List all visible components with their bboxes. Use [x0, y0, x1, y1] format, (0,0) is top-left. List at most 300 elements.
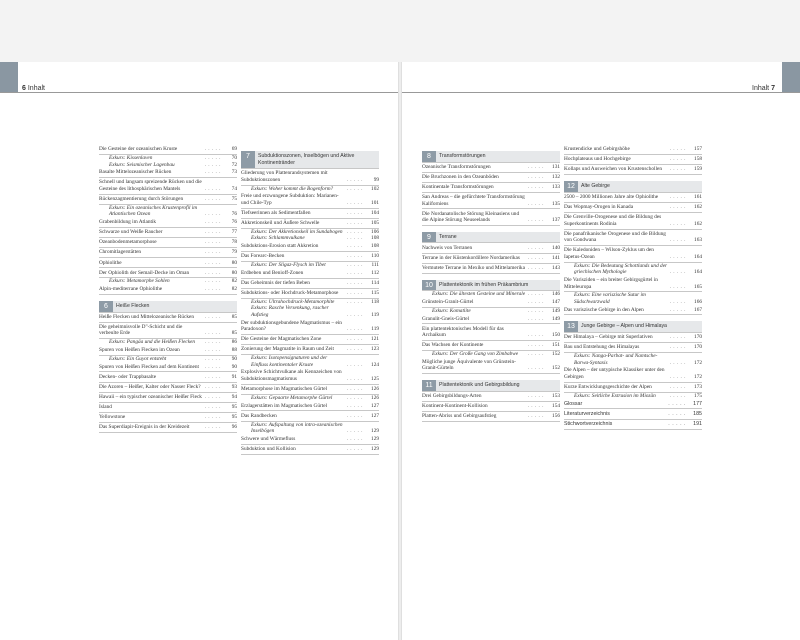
leader-dots: . . . . . [204, 363, 221, 370]
toc-entry[interactable] [422, 298, 560, 308]
toc-entry[interactable] [422, 193, 560, 210]
entry-title: Kontinentale Transformstörungen [422, 183, 494, 190]
entry-title: Platten-Abriss und Gebirgsaufstieg [422, 413, 497, 420]
leader-dots: . . . . . [346, 220, 363, 227]
toc-entry[interactable] [241, 269, 379, 279]
entry-page-number: 110 [371, 253, 379, 260]
leader-dots: . . . . . [669, 283, 686, 290]
toc-entry[interactable] [422, 183, 560, 193]
entry-page-number: 73 [231, 169, 237, 176]
toc-entry[interactable] [422, 402, 560, 412]
entry-page-number: 133 [552, 183, 560, 190]
toc-column-4 [564, 145, 702, 430]
leader-dots: . . . . . [346, 346, 363, 353]
toc-subentry[interactable] [241, 422, 379, 435]
entry-page-number: 105 [371, 220, 379, 227]
entry-page-number: 147 [552, 299, 560, 306]
toc-entry[interactable] [99, 195, 237, 205]
toc-subentry[interactable] [564, 263, 702, 276]
leader-dots: . . . . . [669, 298, 686, 305]
chapter-number: 13 [564, 321, 578, 332]
entry-title: Subduktions- oder Hochdruck-Metamorphose [241, 290, 339, 297]
leader-dots: . . . . . [669, 146, 686, 153]
toc-entry[interactable] [422, 163, 560, 173]
entry-page-number: 82 [231, 278, 237, 285]
chapter-number: 6 [99, 301, 113, 312]
entry-page-number: 80 [231, 259, 237, 266]
toc-entry[interactable] [564, 276, 702, 293]
entry-page-number: 149 [552, 307, 560, 314]
entry-title: Das Randbecken [241, 412, 277, 419]
chapter-number: 7 [241, 151, 255, 168]
toc-subentry[interactable] [99, 162, 237, 169]
toc-subentry[interactable] [99, 356, 237, 363]
entry-page-number: 146 [552, 291, 560, 298]
toc-subentry[interactable] [564, 393, 702, 400]
leader-dots: . . . . . [669, 156, 686, 163]
entry-title: Bau und Entstehung des Himalayas [564, 344, 640, 351]
leader-dots: . . . . . [204, 330, 221, 337]
toc-entry[interactable] [99, 403, 237, 413]
toc-entry[interactable] [564, 333, 702, 343]
leader-dots: . . . . . [204, 249, 221, 256]
entry-title: Krustendicke und Gebirgshöhe [564, 146, 630, 153]
left-header [22, 85, 45, 92]
right-running-title: Inhalt [752, 85, 770, 92]
toc-entry[interactable] [241, 335, 379, 345]
entry-page-number: 167 [694, 306, 702, 313]
toc-entry[interactable] [99, 346, 237, 356]
leader-dots: . . . . . [669, 204, 686, 211]
leader-dots: . . . . . [346, 412, 363, 419]
toc-column-1 [99, 145, 237, 433]
leader-dots: . . . . . [346, 235, 363, 242]
entry-title: Exkurs: Der Große Gang von Zimbabwe [432, 351, 519, 358]
entry-page-number: 135 [552, 200, 560, 207]
leader-dots: . . . . . [204, 161, 221, 168]
leader-dots: . . . . . [204, 339, 221, 346]
entry-title: Exkurs: Der Akkretionskeil im Sundabogen [251, 228, 343, 235]
chapter-heading[interactable] [422, 151, 560, 163]
leader-dots: . . . . . [204, 414, 221, 421]
toc-entry[interactable] [422, 173, 560, 183]
toc-entry[interactable] [99, 248, 237, 258]
leader-dots: . . . . . [204, 146, 221, 153]
entry-title: Die Kaledoniden – Wilson-Zyklus um den Iapetus-Ozean [564, 247, 654, 260]
leader-dots: . . . . . [204, 211, 221, 218]
entry-page-number: 79 [231, 249, 237, 256]
entry-page-number: 162 [694, 220, 702, 227]
toc-entry[interactable] [99, 393, 237, 403]
leader-dots: . . . . . [346, 199, 363, 206]
entry-title: Exkurs: Der Sligaz-Flysch im Tibet [251, 262, 326, 269]
toc-entry[interactable] [564, 193, 702, 203]
leader-dots: . . . . . [669, 253, 686, 260]
entry-title: Granulit-Gneis-Gürtel [422, 315, 470, 322]
entry-title: Exkurs: Seitliche Extrusion im Miozän [574, 392, 656, 399]
toc-subentry[interactable] [422, 308, 560, 315]
entry-page-number: 172 [694, 359, 702, 366]
entry-title: Kollaps und Ausweichen von Krustenschollen [564, 166, 662, 173]
toc-subentry[interactable] [564, 353, 702, 366]
leader-dots: . . . . . [204, 313, 221, 320]
toc-entry[interactable] [241, 209, 379, 219]
toc-entry[interactable] [422, 209, 560, 226]
entry-title: Exkurs: Gepaarte Metamorphe Gürtel [251, 394, 333, 401]
entry-title: Die Grenville-Orogenese und die Bildung des Superkontinents Rodinia [564, 214, 662, 227]
toc-entry[interactable] [564, 145, 702, 155]
entry-title: Schnell und langsam spreizende Rücken und die Gesteine des lithosphärischen Mantels [99, 179, 202, 192]
entry-title: Die geheimnisvolle D"-Schicht und die verbeulte Erde [99, 323, 183, 337]
entry-page-number: 165 [694, 283, 702, 290]
toc-entry[interactable] [99, 178, 237, 195]
leader-dots: . . . . . [346, 394, 363, 401]
toc-entry[interactable] [422, 314, 560, 324]
entry-title: Das Wachsen der Kontinente [422, 342, 484, 349]
toc-entry[interactable] [241, 445, 379, 455]
toc-subentry[interactable] [241, 186, 379, 193]
leader-dots: . . . . . [527, 183, 544, 190]
entry-page-number: 91 [231, 373, 237, 380]
toc-subentry[interactable] [99, 339, 237, 346]
chapter-title: Plattentektonik und Gebirgsbildung [439, 382, 520, 389]
toc-entry[interactable] [241, 385, 379, 395]
chapter-heading[interactable] [564, 181, 702, 193]
entry-page-number: 75 [231, 196, 237, 203]
toc-subentry[interactable] [241, 355, 379, 368]
entry-page-number: 121 [371, 336, 379, 343]
toc-subentry[interactable] [422, 291, 560, 298]
entry-title: Grünstein-Granit-Gürtel [422, 299, 474, 306]
entry-title: Kontinent-Kontinent-Kollision [422, 403, 488, 410]
toc-entry[interactable] [564, 343, 702, 353]
chapter-title: Subduktionszonen, Inselbögen und Aktive Kontinentränder [258, 153, 355, 166]
entry-title: Die Alpen – der untypische Klassiker unter den Gebirgen [564, 367, 665, 380]
leader-dots: . . . . . [668, 420, 686, 427]
entry-page-number: 126 [371, 386, 379, 393]
leader-dots: . . . . . [204, 169, 221, 176]
entry-title: Exkurs: Aufspaltung von intra-ozeanischen Inselbögen [251, 421, 343, 434]
entry-page-number: 69 [231, 146, 237, 153]
entry-page-number: 129 [371, 435, 379, 442]
toc-entry[interactable] [99, 168, 237, 178]
entry-page-number: 185 [693, 410, 702, 417]
entry-page-number: 177 [693, 400, 702, 407]
entry-page-number: 96 [231, 424, 237, 431]
entry-page-number: 88 [231, 347, 237, 354]
entry-title: Hochplateaus und Hochgebirge [564, 156, 631, 163]
entry-page-number: 163 [694, 237, 702, 244]
chapter-title: Transformstörungen [439, 153, 486, 159]
leader-dots: . . . . . [346, 445, 363, 452]
entry-title: Rückenzagmentierung durch Störungen [99, 196, 184, 203]
toc-entry[interactable] [422, 254, 560, 264]
entry-title: Der subduktionsgebundene Magmatismus – ein Paradoxon? [241, 319, 342, 333]
toc-entry[interactable] [241, 318, 379, 335]
leader-dots: . . . . . [669, 220, 686, 227]
toc-subentry[interactable] [99, 278, 237, 285]
entry-title: Island [99, 403, 112, 410]
entry-page-number: 141 [552, 254, 560, 261]
entry-page-number: 191 [693, 420, 702, 427]
toc-entry[interactable] [241, 242, 379, 252]
toc-entry[interactable] [241, 401, 379, 411]
chapter-title: Plattentektonik im frühen Präkambrium [439, 281, 529, 288]
entry-title: Chromitlagerstätten [99, 249, 142, 256]
leader-dots: . . . . . [346, 386, 363, 393]
leader-dots: . . . . . [204, 393, 221, 400]
toc-entry[interactable] [99, 218, 237, 228]
toc-entry[interactable] [241, 435, 379, 445]
entry-title: Exkurs: Pangäa und die Heißen Flecken [109, 339, 196, 346]
toc-entry[interactable] [99, 145, 237, 155]
entry-title: Die Bruchzonen in den Ozeanböden [422, 173, 499, 180]
entry-page-number: 85 [231, 330, 237, 337]
toc-subentry[interactable] [241, 262, 379, 269]
entry-title: Das Superdiapir-Ereignis in der Kreidezeit [99, 424, 190, 431]
entry-title: Exkurs: Ein ozeanisches Krustenprofil im Atlantischen Ozean [109, 204, 198, 218]
toc-entry[interactable] [564, 383, 702, 393]
leader-dots: . . . . . [346, 435, 363, 442]
toc-entry[interactable] [99, 383, 237, 393]
entry-title: 2500 – 2000 Millionen Jahre alte Ophiolithe [564, 194, 659, 201]
toc-subentry[interactable] [422, 351, 560, 358]
entry-title: Exkurs: Komatiite [432, 307, 471, 314]
leader-dots: . . . . . [346, 228, 363, 235]
toc-entry[interactable] [564, 409, 702, 419]
chapter-number: 9 [422, 232, 436, 243]
entry-title: Spuren von Heißen Flecken auf dem Kontinent [99, 363, 200, 370]
toc-entry[interactable] [241, 289, 379, 299]
toc-entry[interactable] [241, 368, 379, 385]
right-page-number: 7 [771, 85, 775, 92]
leader-dots: . . . . . [527, 254, 544, 261]
toc-entry[interactable] [422, 412, 560, 422]
entry-page-number: 132 [552, 173, 560, 180]
leader-dots: . . . . . [346, 185, 363, 192]
entry-page-number: 140 [552, 244, 560, 251]
entry-title: Exkurs: Nanga-Parbat- und Namtsche-Barwa-Syntaxis [574, 353, 658, 366]
entry-page-number: 90 [231, 363, 237, 370]
entry-page-number: 119 [371, 326, 379, 333]
toc-entry[interactable] [99, 362, 237, 372]
entry-title: Drei Gebirgsbildungs-Arten [422, 393, 482, 400]
toc-entry[interactable] [564, 246, 702, 263]
chapter-title: Junge Gebirge – Alpen und Himalaya [581, 323, 667, 330]
toc-entry[interactable] [241, 279, 379, 289]
toc-subentry[interactable] [241, 235, 379, 242]
leader-dots: . . . . . [669, 392, 686, 399]
leader-dots: . . . . . [346, 176, 363, 183]
entry-title: Der Himalaya – Gebirge mit Superlativen [564, 334, 653, 341]
toc-entry[interactable] [564, 165, 702, 175]
leader-dots: . . . . . [346, 253, 363, 260]
entry-title: Das Forearc-Becken [241, 253, 285, 260]
toc-entry[interactable] [564, 203, 702, 213]
entry-page-number: 170 [694, 334, 702, 341]
entry-page-number: 152 [552, 365, 560, 372]
toc-entry[interactable] [99, 313, 237, 323]
chapter-heading[interactable] [241, 151, 379, 169]
entry-page-number: 172 [694, 373, 702, 380]
toc-subentry[interactable] [241, 395, 379, 402]
entry-title: Exkurs: Die Bedeutung Schottlands und der griechischen Mythologie [574, 262, 668, 276]
book-spine [398, 62, 402, 640]
entry-page-number: 154 [552, 403, 560, 410]
chapter-heading[interactable] [99, 301, 237, 313]
entry-title: Die Varisziden – ein breiter Gebirgsgürtel in Mitteleuropa [564, 277, 658, 290]
entry-title: Exkurs: Ultrahochdruck-Metamorphite [251, 298, 335, 305]
leader-dots: . . . . . [668, 410, 686, 417]
leader-dots: . . . . . [204, 424, 221, 431]
toc-entry[interactable] [564, 305, 702, 315]
leader-dots: . . . . . [346, 298, 363, 305]
toc-column-3 [422, 145, 560, 422]
toc-entry[interactable] [99, 413, 237, 423]
toc-entry[interactable] [99, 228, 237, 238]
entry-title: Exkurs: Woher kommt die Bogenform? [251, 185, 334, 192]
leader-dots: . . . . . [204, 155, 221, 162]
entry-title: Erzlagerstätten im Magmatischen Gürtel [241, 402, 328, 409]
leader-dots: . . . . . [346, 243, 363, 250]
leader-dots: . . . . . [346, 209, 363, 216]
chapter-number: 10 [422, 280, 436, 291]
toc-entry[interactable] [99, 285, 237, 295]
toc-entry[interactable] [99, 258, 237, 268]
entry-title: Vermutete Terrane in Mexiko und Mittelamerika [422, 264, 525, 271]
entry-title: Ozeanische Transformstörungen [422, 163, 491, 170]
toc-entry[interactable] [564, 230, 702, 247]
leader-dots: . . . . . [346, 428, 363, 434]
chapter-heading[interactable] [422, 280, 560, 292]
entry-page-number: 108 [371, 235, 379, 242]
toc-entry[interactable] [564, 399, 702, 409]
entry-page-number: 175 [694, 392, 702, 399]
entry-title: Subduktions-Erosion statt Akkretion [241, 243, 319, 250]
leader-dots: . . . . . [668, 400, 686, 407]
leader-dots: . . . . . [527, 393, 544, 400]
leader-dots: . . . . . [669, 166, 686, 173]
toc-entry[interactable] [99, 372, 237, 382]
toc-subentry[interactable] [564, 292, 702, 305]
entry-page-number: 95 [231, 403, 237, 410]
right-header [752, 85, 775, 92]
toc-entry[interactable] [241, 345, 379, 355]
toc-entry[interactable] [241, 192, 379, 209]
entry-title: Schwarze und Weiße Raucher [99, 229, 163, 236]
toc-entry[interactable] [564, 366, 702, 383]
leader-dots: . . . . . [204, 383, 221, 390]
entry-title: Ophiolithe [99, 259, 122, 266]
leader-dots: . . . . . [204, 219, 221, 226]
entry-page-number: 104 [371, 209, 379, 216]
chapter-heading[interactable] [422, 232, 560, 244]
leader-dots: . . . . . [346, 326, 363, 333]
toc-entry[interactable] [99, 323, 237, 340]
toc-subentry[interactable] [241, 305, 379, 318]
toc-entry[interactable] [99, 268, 237, 278]
leader-dots: . . . . . [204, 373, 221, 380]
entry-page-number: 125 [371, 375, 379, 382]
toc-entry[interactable] [241, 252, 379, 262]
entry-page-number: 102 [371, 185, 379, 192]
entry-page-number: 101 [371, 199, 379, 206]
leader-dots: . . . . . [527, 315, 544, 322]
leader-dots: . . . . . [669, 237, 686, 244]
entry-page-number: 157 [694, 146, 702, 153]
toc-entry[interactable] [422, 358, 560, 375]
toc-entry[interactable] [422, 264, 560, 274]
entry-title: Schwere und Wärmefluss [241, 435, 296, 442]
entry-page-number: 72 [231, 161, 237, 168]
toc-entry[interactable] [241, 411, 379, 421]
toc-entry[interactable] [564, 420, 702, 430]
entry-title: Die panafrikanische Orogenese und die Bildung von Gondwana [564, 230, 666, 244]
leader-dots: . . . . . [346, 279, 363, 286]
entry-title: Explosive Schichtvulkane als Kennzeichen von Subduktionsmagmatismus [241, 369, 342, 382]
entry-page-number: 77 [231, 229, 237, 236]
leader-dots: . . . . . [204, 269, 221, 276]
entry-title: Terrane in der Küstenkordillere Nordamerikas [422, 254, 520, 261]
entry-page-number: 151 [552, 342, 560, 349]
leader-dots: . . . . . [204, 347, 221, 354]
leader-dots: . . . . . [669, 194, 686, 201]
entry-title: Grabenbildung im Atlantik [99, 219, 157, 226]
toc-entry[interactable] [422, 324, 560, 341]
toc-subentry[interactable] [99, 205, 237, 218]
toc-entry[interactable] [99, 238, 237, 248]
chapter-title: Heiße Flecken [116, 303, 150, 310]
toc-entry[interactable] [99, 423, 237, 433]
leader-dots: . . . . . [669, 334, 686, 341]
page-number-tab-right [782, 62, 800, 92]
leader-dots: . . . . . [527, 365, 544, 372]
entry-title: Spuren von Heißen Flecken im Ozean [99, 347, 180, 354]
entry-title: Mögliche junge Äquivalente von Grünstein-Granit-Gürteln [422, 358, 516, 372]
toc-entry[interactable] [422, 341, 560, 351]
toc-entry[interactable] [241, 169, 379, 186]
entry-page-number: 119 [371, 311, 379, 318]
leader-dots: . . . . . [527, 351, 544, 358]
entry-title: Nachweis von Terranen [422, 244, 473, 251]
chapter-heading[interactable] [422, 380, 560, 392]
entry-page-number: 80 [231, 269, 237, 276]
entry-page-number: 82 [231, 286, 237, 293]
entry-page-number: 162 [694, 204, 702, 211]
entry-page-number: 78 [231, 239, 237, 246]
leader-dots: . . . . . [527, 291, 544, 298]
leader-dots: . . . . . [527, 403, 544, 410]
entry-title: Metamorphose im Magmatischen Gürtel [241, 386, 328, 393]
leader-dots: . . . . . [669, 384, 686, 391]
entry-title: Der Ophiolith der Semail-Decke im Oman [99, 269, 190, 276]
leader-dots: . . . . . [527, 299, 544, 306]
entry-page-number: 150 [552, 332, 560, 339]
toc-entry[interactable] [241, 219, 379, 229]
toc-entry[interactable] [564, 213, 702, 230]
entry-title: Exkurs: Eine variszische Sutur im Südschwarzwald [574, 292, 646, 305]
entry-title: Heiße Flecken und Mittelozeanische Rücken [99, 313, 195, 320]
entry-title: Exkurs: Seismischer Lagenbau [109, 161, 175, 168]
entry-title: Zonierung der Magmatite in Raum und Zeit [241, 346, 334, 353]
entry-title: Das Geheimnis der tiefen Beben [241, 279, 310, 286]
toc-entry[interactable] [422, 243, 560, 253]
left-page-number: 6 [22, 85, 26, 92]
toc-entry[interactable] [422, 392, 560, 402]
toc-entry[interactable] [564, 155, 702, 165]
leader-dots: . . . . . [204, 278, 221, 285]
chapter-heading[interactable] [564, 321, 702, 333]
